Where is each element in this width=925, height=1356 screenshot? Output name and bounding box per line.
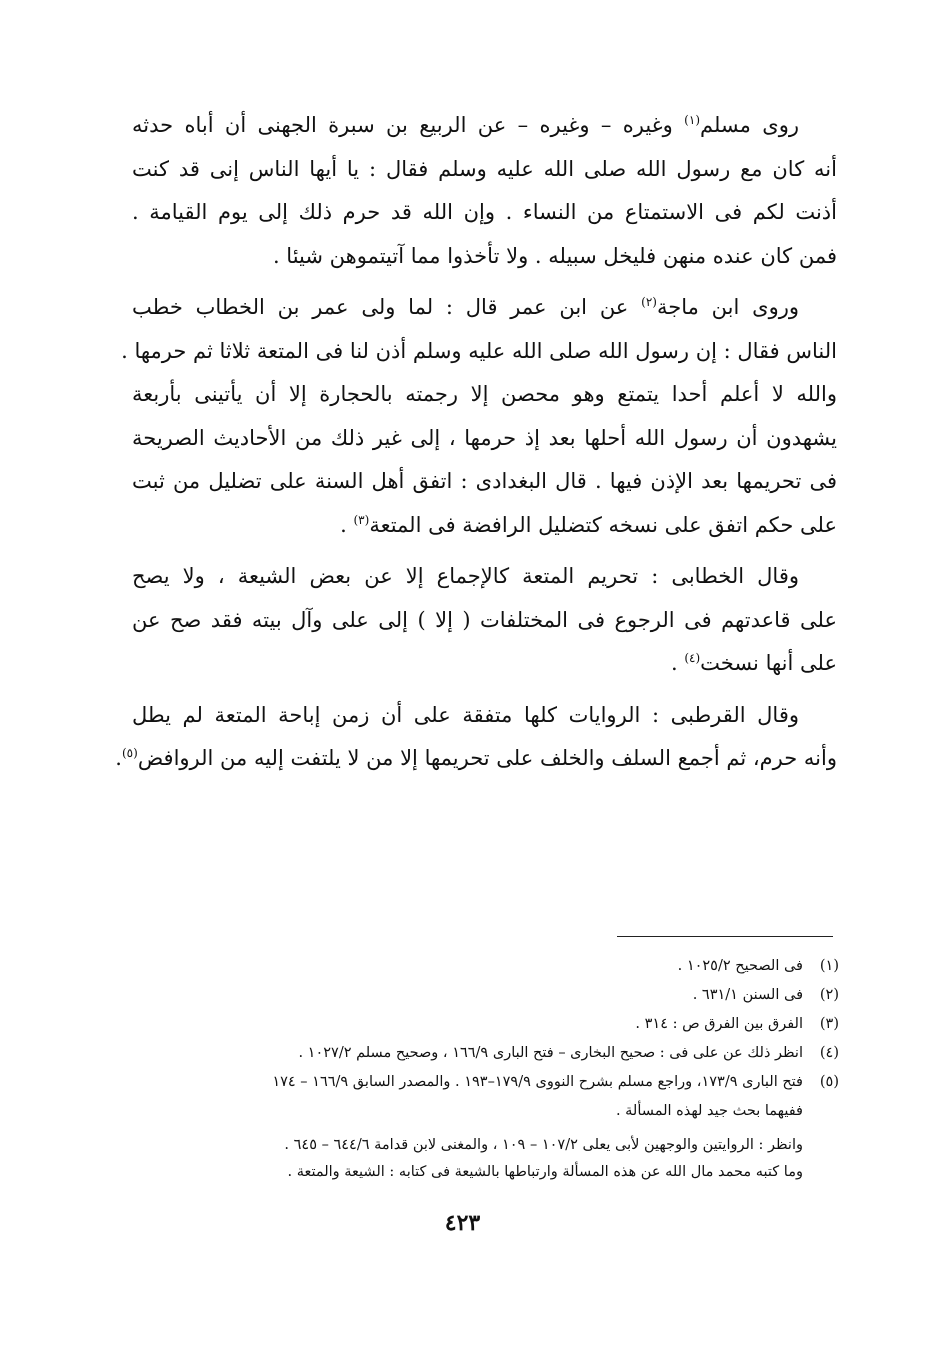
footnote-ref-2[interactable]: (٢) <box>641 295 657 309</box>
footnote-1 <box>130 952 839 981</box>
main-text <box>115 104 837 781</box>
text-line: وقال القرطبى : الروايات كلها متفقة على أن زمن إباحة المتعة لم يطل <box>132 702 799 727</box>
footnote-additional-line: وما كتبه محمد مال الله عن هذه المسألة وارتباطها بالشيعة فى كتابه : الشيعة والمتعة . <box>287 1164 803 1180</box>
footnote-text: فى الصحيح ١٠٢٥/٢ . <box>677 958 803 974</box>
paragraph-2 <box>121 286 837 547</box>
text-run: على أنها نسخت <box>700 651 837 675</box>
text-line: أذنت لكم فى الاستمتاع من النساء . وإن الله قد حرم ذلك إلى يوم القيامة . <box>132 200 837 224</box>
footnote-text: الفرق بين الفرق ص : ٣١٤ . <box>635 1016 803 1032</box>
footnotes <box>130 952 839 1186</box>
text-line: على قاعدتهم فى الرجوع فى المختلفات ( إلا ) إلى على وآل بيته فقد صح عن <box>132 607 837 632</box>
page-number: ٤٢٣ <box>444 1210 481 1236</box>
text-run: . <box>340 512 354 537</box>
footnote-2 <box>130 981 839 1010</box>
text-line: وقال الخطابى : تحريم المتعة كالإجماع إلا عن بعض الشيعة ، ولا يصح <box>132 564 799 588</box>
footnote-text: فى السنن ٦٣١/١ . <box>692 987 803 1003</box>
text-line: أنه كان مع رسول الله صلى الله عليه وسلم فقال : يا أيها الناس إنى قد كنت <box>132 156 837 181</box>
text-run: وغيره – وغيره – عن الربيع بن سبرة الجهنى أن أباه حدثه <box>132 113 685 137</box>
text-line: فى تحريمها بعد الإذن فيها . قال البغدادى : اتفق أهل السنة على تضليل من ثبت <box>132 469 837 493</box>
footnote-additional <box>130 1132 839 1186</box>
footnote-number: (٢) <box>819 987 839 1003</box>
text-run: . <box>670 651 685 675</box>
text-line <box>115 737 837 781</box>
text-line: فمن كان عنده منهن فليخل سبيله . ولا تأخذوا مما آتيتموهن شيئا . <box>272 243 837 268</box>
footnote-text: فتح البارى ١٧٣/٩، وراجع مسلم بشرح النووى ١٧٩/٩–١٩٣ . والمصدر السابق ١٦٦/٩ – ١٧٤ <box>272 1074 803 1090</box>
text-run: وأنه حرم، ثم أجمع السلف والخلف على تحريمها إلا من لا يلتفت إليه من الروافض <box>137 746 837 770</box>
paragraph-1 <box>132 104 837 278</box>
paragraph-4 <box>115 694 837 781</box>
footnote-3 <box>130 1010 839 1039</box>
footnote-number: (٣) <box>819 1016 839 1032</box>
paragraph-3 <box>132 555 837 686</box>
footnote-ref-3[interactable]: (٣) <box>353 512 370 527</box>
text-line <box>132 286 837 330</box>
text-line: والله لا أعلم أحدا يتمتع وهو محصن إلا رجمته بالحجارة إلا أن يأتينى بأربعة <box>132 382 837 406</box>
text-run: روى مسلم <box>700 113 799 137</box>
text-run: وروى ابن ماجة <box>656 295 800 319</box>
footnote-ref-5[interactable]: (٥) <box>121 746 138 760</box>
footnote-ref-1[interactable]: (١) <box>684 113 700 127</box>
text-line: يشهدون أن رسول الله أحلها بعد إذ حرمها ، إلى غير ذلك من الأحاديث الصريحة <box>132 425 837 450</box>
footnote-4 <box>130 1039 839 1068</box>
text-run: . <box>115 746 122 770</box>
footnote-text: انظر ذلك عن على فى : صحيح البخارى – فتح البارى ١٦٦/٩ ، وصحيح مسلم ١٠٢٧/٢ . <box>298 1045 803 1061</box>
footnote-5 <box>130 1068 839 1097</box>
text-line: الناس فقال : إن رسول الله صلى الله عليه وسلم أذن لنا فى المتعة ثلاثا ثم حرمها . <box>121 338 837 363</box>
text-line <box>132 104 837 148</box>
footnote-5-continuation: ففيهما بحث جيد لهذه المسألة . <box>615 1103 803 1119</box>
footnote-additional-line: وانظر : الروايتين والوجهين لأبى يعلى ١٠٧/٢ – ١٠٩ ، والمغنى لابن قدامة ٦٤٤/٦ – ٦٤٥ . <box>284 1137 803 1153</box>
footnote-number: (٥) <box>819 1074 839 1090</box>
text-line <box>132 504 837 548</box>
text-line <box>132 642 837 686</box>
text-run: عن ابن عمر قال : لما ولى عمر بن الخطاب خطب <box>132 295 642 319</box>
footnote-separator <box>617 936 833 937</box>
footnote-ref-4[interactable]: (٤) <box>684 651 701 665</box>
footnote-number: (١) <box>819 958 839 974</box>
footnote-number: (٤) <box>819 1045 839 1061</box>
text-run: على حكم اتفق على نسخه كتضليل الرافضة فى المتعة <box>369 512 837 537</box>
